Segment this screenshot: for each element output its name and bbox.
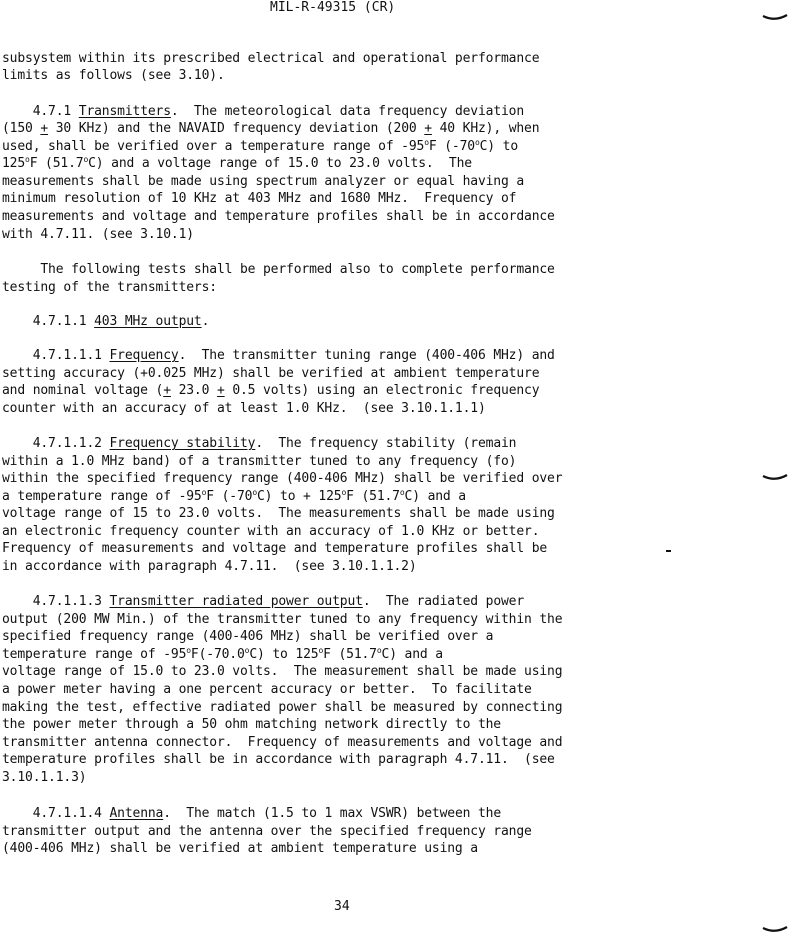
underlined-text: Transmitters — [78, 104, 171, 119]
text-run: and nominal voltage ( — [2, 383, 164, 398]
margin-dash-mark — [666, 550, 671, 552]
text-run: subsystem within its prescribed electrical and operational performance — [2, 51, 540, 66]
para-4-7-1-line — [2, 120, 539, 137]
text-run: 4.7.1.1.3 — [2, 594, 110, 609]
para-4-7-1-1-3-line — [2, 699, 562, 716]
para-4-7-1-1-2-line — [2, 558, 417, 575]
margin-tick-mark — [762, 14, 788, 22]
text-run: an electronic frequency counter with an accuracy of 1.0 KHz or better. — [2, 524, 540, 539]
degree-superscript: o — [244, 646, 250, 655]
text-run: F (-70 — [206, 489, 253, 504]
para-4-7-1-1-2-line — [2, 470, 562, 487]
underlined-text: Frequency — [109, 348, 179, 363]
text-run: within the specified frequency range (400-406 MHz) shall be verified over — [2, 471, 563, 486]
para-4-7-1-1-3-line — [2, 611, 562, 628]
text-run: 4.7.1.1 — [2, 314, 95, 329]
text-run: a power meter having a one percent accuracy or better. To facilitate — [2, 682, 532, 697]
para-4-7-1-1-2-line — [2, 505, 555, 522]
text-run: C) and a — [381, 647, 443, 662]
text-run: (400-406 MHz) shall be verified at ambient temperature using a — [2, 841, 478, 856]
para-4-7-1-line — [2, 103, 524, 120]
text-run: F (51.7 — [29, 156, 84, 171]
degree-superscript: o — [399, 488, 405, 497]
text-run: counter with an accuracy of at least 1.0 KHz. (see 3.10.1.1.1) — [2, 401, 486, 416]
para-4-7-1-line — [2, 190, 516, 207]
text-run: 4.7.1.1.2 — [2, 436, 110, 451]
text-run: F(-70.0 — [190, 647, 245, 662]
para-4-7-1-1-4-line — [2, 823, 532, 840]
text-run: testing of the transmitters: — [2, 280, 217, 295]
text-run: setting accuracy (+0.025 MHz) shall be verified at ambient temperature — [2, 366, 540, 381]
text-run: F (51.7 — [323, 647, 377, 662]
underlined-text: Antenna — [109, 806, 164, 821]
degree-superscript: o — [83, 155, 89, 164]
text-run: The following tests shall be performed also to complete performance — [2, 262, 555, 277]
following-tests-line — [2, 261, 555, 278]
text-run: 4.7.1.1.1 — [2, 348, 110, 363]
text-run: minimum resolution of 10 KHz at 403 MHz and 1680 MHz. Frequency of — [2, 191, 517, 206]
text-run: a temperature range of -95 — [2, 489, 202, 504]
text-run: transmitter antenna connector. Frequency of measurements and voltage and — [2, 735, 563, 750]
text-run: temperature range of -95 — [2, 647, 187, 662]
para-4-7-1-1-1-line — [2, 382, 539, 399]
text-run: C) to 125 — [249, 647, 319, 662]
text-run: F (-70 — [428, 139, 475, 154]
text-run: C) to + 125 — [257, 489, 342, 504]
text-run: . The meteorological data frequency deviation — [170, 104, 525, 119]
text-run: specified frequency range (400-406 MHz) shall be verified over a — [2, 629, 494, 644]
para-4-7-1-1-3-line — [2, 628, 493, 645]
text-run: voltage range of 15 to 23.0 volts. The measurements shall be made using — [2, 506, 555, 521]
intro-line — [2, 50, 539, 67]
underlined-text: + — [216, 383, 225, 398]
text-run: 40 KHz), when — [431, 121, 540, 136]
degree-superscript: o — [376, 646, 382, 655]
degree-superscript: o — [252, 488, 257, 497]
text-run: 30 KHz) and the NAVAID frequency deviation (200 — [48, 121, 425, 136]
para-4-7-1-1-3-line — [2, 593, 524, 610]
text-run: making the test, effective radiated power shall be measured by connecting — [2, 700, 563, 715]
text-run: F (51.7 — [346, 489, 400, 504]
text-run: used, shall be verified over a temperature range of -95 — [2, 139, 425, 154]
text-run: C) and a voltage range of 15.0 to 23.0 volts. The — [88, 156, 472, 171]
para-4-7-1-1-1-line — [2, 347, 555, 364]
page-header: MIL-R-49315 (CR) — [270, 0, 396, 15]
text-run: . — [201, 314, 210, 329]
para-4-7-1-1-3-line — [2, 751, 555, 768]
text-run: 0.5 volts) using an electronic frequency — [224, 383, 540, 398]
para-4-7-1-1-4-line — [2, 805, 501, 822]
text-run: with 4.7.11. (see 3.10.1) — [2, 227, 194, 242]
degree-superscript: o — [318, 646, 324, 655]
para-4-7-1-line — [2, 173, 524, 190]
text-run: 4.7.1 — [2, 104, 79, 119]
para-4-7-1-1-3-line — [2, 769, 86, 786]
text-run: in accordance with paragraph 4.7.11. (see 3.10.1.1.2) — [2, 559, 417, 574]
para-4-7-1-1-heading — [2, 313, 209, 330]
para-4-7-1-1-3-line — [2, 716, 501, 733]
degree-superscript: o — [201, 488, 207, 497]
text-run: 3.10.1.1.3) — [2, 770, 87, 785]
degree-superscript: o — [341, 488, 347, 497]
para-4-7-1-line — [2, 138, 518, 155]
text-run: voltage range of 15.0 to 23.0 volts. The measurement shall be made using — [2, 664, 563, 679]
underlined-text: + — [424, 121, 432, 136]
text-run: within a 1.0 MHz band) of a transmitter tuned to any frequency (fo) — [2, 454, 517, 469]
text-run: . The transmitter tuning range (400-406 MHz) and — [178, 348, 555, 363]
text-run: measurements and voltage and temperature profiles shall be in accordance — [2, 209, 555, 224]
para-4-7-1-1-1-line — [2, 400, 486, 417]
para-4-7-1-1-3-line — [2, 646, 443, 663]
para-4-7-1-1-2-line — [2, 540, 547, 557]
intro-line — [2, 67, 225, 84]
degree-superscript: o — [474, 138, 480, 147]
text-run: the power meter through a 50 ohm matching network directly to the — [2, 717, 501, 732]
para-4-7-1-1-3-line — [2, 734, 562, 751]
page-number: 34 — [334, 899, 350, 914]
text-run: . The frequency stability (remain — [255, 436, 517, 451]
degree-superscript: o — [25, 155, 30, 164]
text-run: C) and a — [404, 489, 466, 504]
para-4-7-1-1-2-line — [2, 488, 466, 505]
para-4-7-1-1-2-line — [2, 523, 539, 540]
underlined-text: + — [163, 383, 171, 398]
underlined-text: Transmitter radiated power output — [109, 594, 363, 609]
para-4-7-1-1-2-line — [2, 435, 516, 452]
text-run: limits as follows (see 3.10). — [2, 68, 225, 83]
text-run: . The match (1.5 to 1 max VSWR) between the — [163, 806, 502, 821]
text-run: (150 — [2, 121, 41, 136]
text-run: 23.0 — [170, 383, 217, 398]
text-run: 4.7.1.1.4 — [2, 806, 110, 821]
degree-superscript: o — [186, 646, 191, 655]
para-4-7-1-line — [2, 226, 194, 243]
text-run: . The radiated power — [362, 594, 525, 609]
text-run: transmitter output and the antenna over the specified frequency range — [2, 824, 532, 839]
underlined-text: + — [40, 121, 49, 136]
underlined-text: Frequency stability — [109, 436, 256, 451]
text-run: C) to — [479, 139, 519, 154]
margin-tick-mark — [762, 474, 788, 482]
margin-tick-mark — [762, 926, 788, 934]
following-tests-line — [2, 279, 217, 296]
text-run: 125 — [2, 156, 26, 171]
para-4-7-1-1-3-line — [2, 681, 532, 698]
para-4-7-1-line — [2, 208, 555, 225]
text-run: output (200 MW Min.) of the transmitter tuned to any frequency within the — [2, 612, 563, 627]
para-4-7-1-1-2-line — [2, 453, 516, 470]
underlined-text: 403 MHz output — [94, 314, 202, 329]
degree-superscript: o — [424, 138, 429, 147]
para-4-7-1-1-1-line — [2, 365, 539, 382]
text-run: temperature profiles shall be in accordance with paragraph 4.7.11. (see — [2, 752, 555, 767]
para-4-7-1-1-4-line — [2, 840, 478, 857]
para-4-7-1-1-3-line — [2, 663, 562, 680]
text-run: measurements shall be made using spectrum analyzer or equal having a — [2, 174, 525, 189]
text-run: Frequency of measurements and voltage and temperature profiles shall be — [2, 541, 548, 556]
para-4-7-1-line — [2, 155, 472, 172]
